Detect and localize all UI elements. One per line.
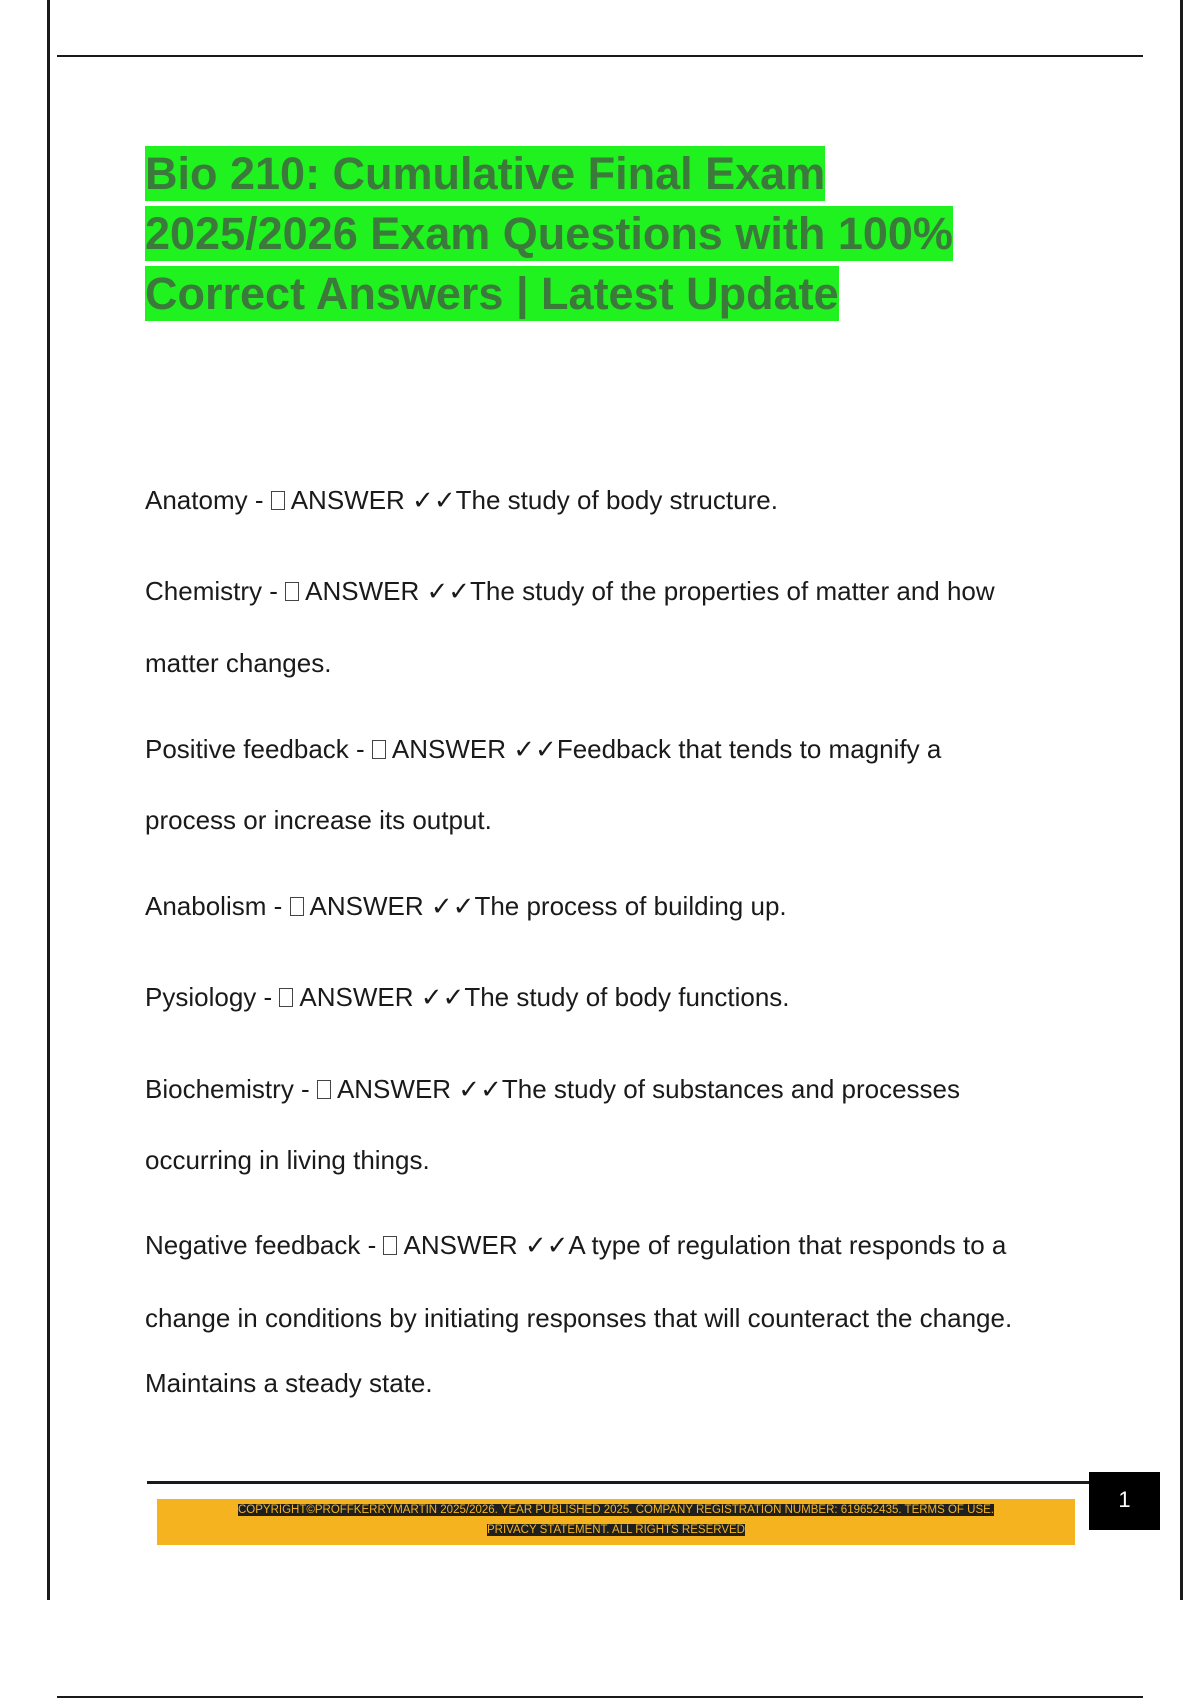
title-line: Correct Answers | Latest Update — [145, 268, 839, 319]
title-line: Bio 210: Cumulative Final Exam — [145, 148, 826, 199]
entry-line: matter changes. — [145, 648, 332, 678]
qa-entry-positive-feedback — [145, 733, 1105, 836]
entry-line: change in conditions by initiating responses that will counteract the change. — [145, 1303, 1013, 1333]
entry-answer: The study of body structure. — [455, 485, 778, 515]
missing-glyph-icon — [285, 582, 299, 601]
entry-term: Pysiology — [145, 982, 257, 1012]
title-line: 2025/2026 Exam Questions with 100% — [145, 208, 953, 259]
entry-line: occurring in living things. — [145, 1145, 430, 1175]
missing-glyph-icon — [383, 1236, 397, 1255]
entry-line: Positive feedback - ANSWER ✓✓Feedback that tends to magnify a — [145, 734, 942, 764]
missing-glyph-icon — [372, 740, 386, 759]
copyright-line: COPYRIGHT©PROFFKERRYMARTIN 2025/2026. YEAR PUBLISHED 2025. COMPANY REGISTRATION NUMBER: 619652435. TERMS OF USE. — [238, 1504, 994, 1516]
qa-entry-anabolism — [145, 890, 1105, 922]
answer-label: ANSWER ✓✓ — [391, 734, 557, 764]
entry-answer: Feedback that tends to magnify a — [556, 734, 942, 764]
entry-line: process or increase its output. — [145, 805, 492, 835]
missing-glyph-icon — [290, 897, 304, 916]
answer-label: ANSWER ✓✓ — [299, 982, 465, 1012]
missing-glyph-icon — [271, 491, 285, 510]
entry-term: Anabolism — [145, 891, 267, 921]
qa-entry-negative-feedback — [145, 1229, 1105, 1399]
qa-entry-chemistry — [145, 575, 1105, 679]
entry-answer: The study of the properties of matter and how — [470, 576, 995, 606]
qa-entry-anatomy — [145, 484, 1105, 516]
copyright-banner — [157, 1499, 1075, 1545]
footer-rule — [147, 1481, 1089, 1484]
entry-term: Positive feedback — [145, 734, 349, 764]
entry-line: Negative feedback - ANSWER ✓✓A type of regulation that responds to a — [145, 1230, 1007, 1260]
answer-label: ANSWER ✓✓ — [403, 1230, 569, 1260]
entry-line: Anabolism - ANSWER ✓✓The process of building up. — [145, 891, 787, 921]
entry-term: Biochemistry — [145, 1074, 294, 1104]
qa-entry-biochemistry — [145, 1073, 1105, 1176]
entry-answer: The study of substances and processes — [501, 1074, 961, 1104]
entry-answer: A type of regulation that responds to a — [568, 1230, 1007, 1260]
entry-line: Maintains a steady state. — [145, 1368, 433, 1398]
document-title — [145, 144, 1145, 324]
header-rule — [57, 55, 1143, 57]
entry-line: Biochemistry - ANSWER ✓✓The study of substances and processes — [145, 1074, 961, 1104]
entry-line: Anatomy - ANSWER ✓✓The study of body structure. — [145, 485, 778, 515]
answer-label: ANSWER ✓✓ — [336, 1074, 502, 1104]
entry-line: Pysiology - ANSWER ✓✓The study of body functions. — [145, 982, 790, 1012]
entry-answer: The study of body functions. — [464, 982, 790, 1012]
next-page-rule — [57, 1696, 1143, 1698]
qa-entry-pysiology — [145, 981, 1105, 1013]
page-border-right — [1180, 0, 1183, 1600]
entry-term: Anatomy — [145, 485, 248, 515]
answer-label: ANSWER ✓✓ — [309, 891, 475, 921]
entry-term: Negative feedback — [145, 1230, 361, 1260]
entry-answer: The process of building up. — [474, 891, 787, 921]
copyright-line: PRIVACY STATEMENT. ALL RIGHTS RESERVED — [487, 1524, 745, 1536]
entry-term: Chemistry — [145, 576, 263, 606]
entry-line: Chemistry - ANSWER ✓✓The study of the properties of matter and how — [145, 576, 995, 606]
answer-label: ANSWER ✓✓ — [290, 485, 456, 515]
page-border-left — [47, 0, 50, 1600]
answer-label: ANSWER ✓✓ — [305, 576, 471, 606]
missing-glyph-icon — [279, 988, 293, 1007]
missing-glyph-icon — [317, 1080, 331, 1099]
page-number: 1 — [1089, 1472, 1160, 1530]
